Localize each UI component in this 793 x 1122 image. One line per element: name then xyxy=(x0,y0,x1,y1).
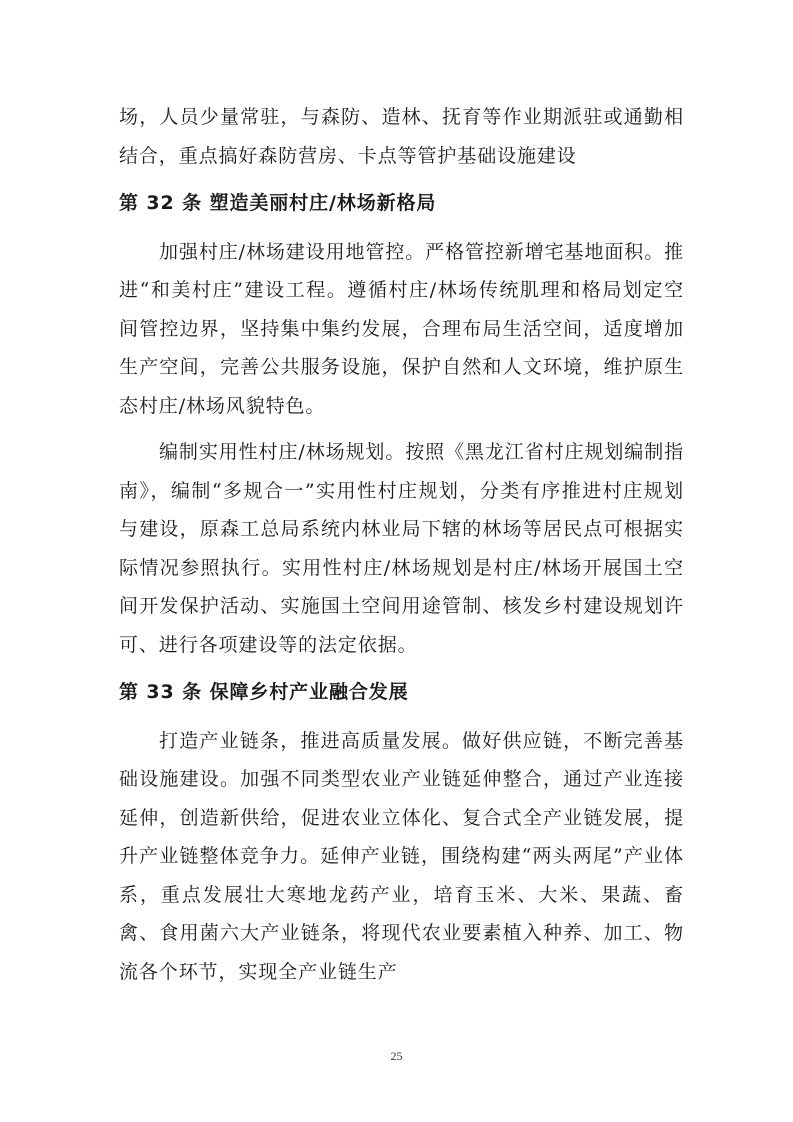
page-content xyxy=(119,98,684,991)
section-heading-32: 第 32 条 塑造美丽村庄/林场新格局 xyxy=(119,192,437,214)
page-number: 25 xyxy=(390,1049,403,1063)
opening-paragraph: 场，人员少量常驻，与森防、造林、抚育等作业期派驻或通勤相结合，重点搞好森防营房、卡点等管护基础设施建设 xyxy=(119,106,684,167)
section-33-paragraph-1: 打造产业链条，推进高质量发展。做好供应链，不断完善基础设施建设。加强不同类型农业产业链延伸整合，通过产业连接延伸，创造新供给，促进农业立体化、复合式全产业链发展，提升产业链整体竞争力。延伸产业链，围绕构建“两头两尾”产业体系，重点发展壮大寒地龙药产业，培育玉米、大米、果蔬、畜禽、食用菌六大产业链条，将现代农业要素植入种养、加工、物流各个环节，实现全产业链生产 xyxy=(119,729,684,983)
section-heading-33: 第 33 条 保障乡村产业融合发展 xyxy=(119,681,409,703)
section-32-paragraph-1: 加强村庄/林场建设用地管控。严格管控新增宅基地面积。推进“和美村庄”建设工程。遵循村庄/林场传统肌理和格局划定空间管控边界，坚持集中集约发展，合理布局生活空间，适度增加生产空间，完善公共服务设施，保护自然和人文环境，维护原生态村庄/林场风貌特色。 xyxy=(119,240,684,417)
section-32-paragraph-2: 编制实用性村庄/林场规划。按照《黑龙江省村庄规划编制指南》，编制“多规合一”实用性村庄规划，分类有序推进村庄规划与建设，原森工总局系统内林业局下辖的林场等居民点可根据实际情况参照执行。实用性村庄/林场规划是村庄/林场开展国土空间开发保护活动、实施国土空间用途管制、核发乡村建设规划许可、进行各项建设等的法定依据。 xyxy=(119,441,684,656)
